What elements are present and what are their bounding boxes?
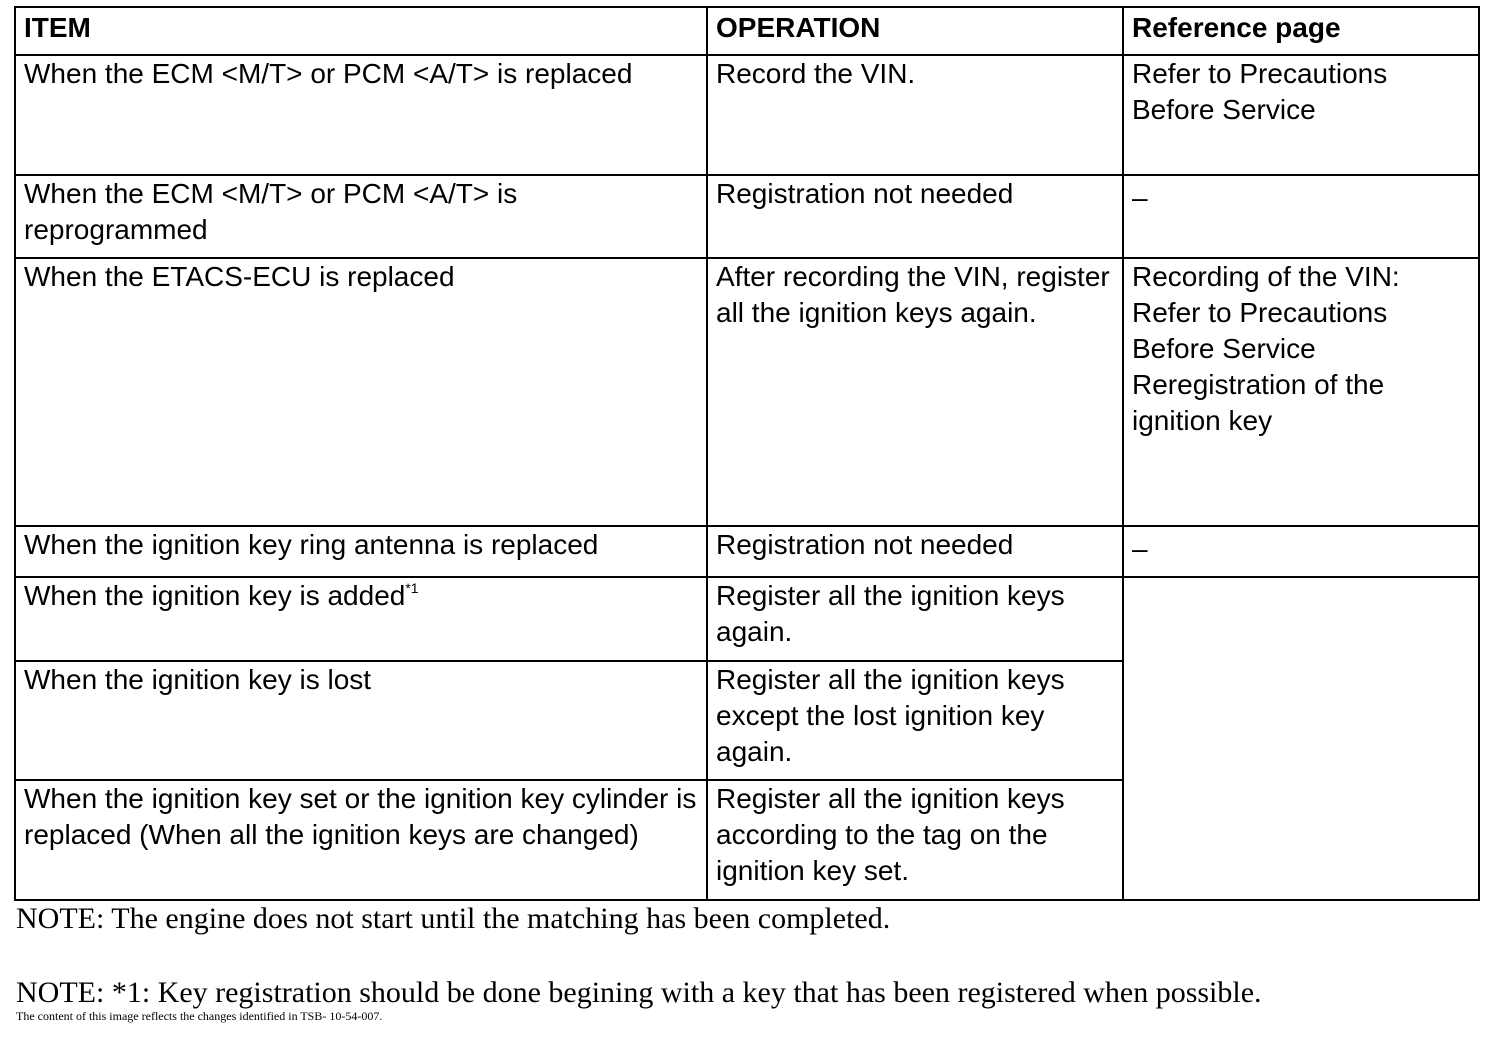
item-cell: When the ignition key is lost [15, 661, 707, 780]
item-text: When the ignition key is added [24, 580, 406, 611]
table-row [15, 526, 1479, 577]
footnote-marker: *1 [405, 580, 419, 596]
item-cell: When the ETACS-ECU is replaced [15, 258, 707, 526]
note-matching: NOTE: The engine does not start until the matching has been completed. [16, 902, 891, 935]
operation-cell: Register all the ignition keys again. [707, 577, 1123, 661]
operation-cell: Registration not needed [707, 175, 1123, 258]
item-cell: When the ignition key ring antenna is replaced [15, 526, 707, 577]
table-row [15, 577, 1479, 661]
table-row [15, 55, 1479, 175]
reference-line: Before Service [1132, 94, 1316, 125]
operation-cell: Registration not needed [707, 526, 1123, 577]
reference-line: ignition key [1132, 405, 1273, 436]
item-cell: When the ECM <M/T> or PCM <A/T> is replaced [15, 55, 707, 175]
header-reference: Reference page [1123, 7, 1479, 55]
reference-dash: – [1132, 533, 1148, 564]
reference-dash: – [1132, 182, 1148, 213]
item-cell [15, 577, 707, 661]
tsb-footnote: The content of this image reflects the changes identified in TSB- 10-54-007. [16, 1009, 383, 1023]
reference-line: Recording of the VIN: [1132, 261, 1400, 292]
table-row [15, 258, 1479, 526]
reference-cell [1123, 175, 1479, 258]
reference-cell [1123, 526, 1479, 577]
reference-line: Before Service [1132, 333, 1316, 364]
reference-cell [1123, 55, 1479, 175]
header-item: ITEM [15, 7, 707, 55]
header-operation: OPERATION [707, 7, 1123, 55]
item-cell: When the ECM <M/T> or PCM <A/T> is reprogrammed [15, 175, 707, 258]
operation-cell: Record the VIN. [707, 55, 1123, 175]
reference-line: Refer to Precautions [1132, 297, 1388, 328]
operation-cell: After recording the VIN, register all the ignition keys again. [707, 258, 1123, 526]
item-cell: When the ignition key set or the ignition key cylinder is replaced (When all the ignition keys are changed) [15, 780, 707, 900]
key-registration-table [14, 6, 1480, 901]
operation-cell: Register all the ignition keys according to the tag on the ignition key set. [707, 780, 1123, 900]
reference-cell [1123, 258, 1479, 526]
table-row [15, 175, 1479, 258]
reference-cell-empty [1123, 577, 1479, 900]
note-key-registration: NOTE: *1: Key registration should be done begining with a key that has been registered when possible. [16, 976, 1262, 1009]
table-header-row [15, 7, 1479, 55]
reference-line: Refer to Precautions [1132, 58, 1388, 89]
operation-cell: Register all the ignition keys except the lost ignition key again. [707, 661, 1123, 780]
reference-line: Reregistration of the [1132, 369, 1385, 400]
